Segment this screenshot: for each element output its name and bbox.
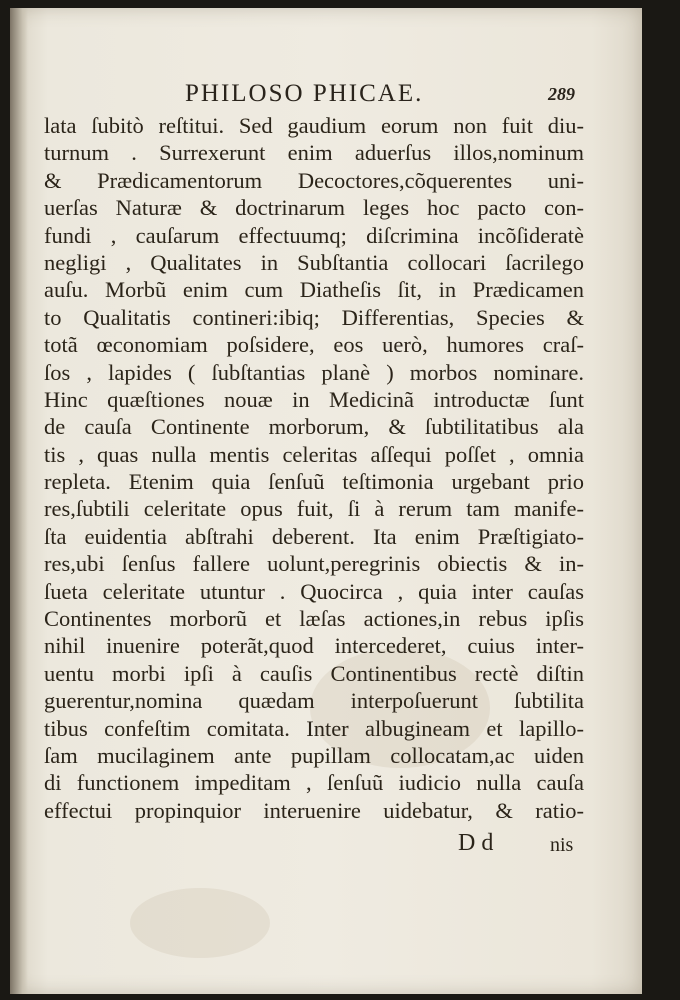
text-line: res,ubi ſenſus fallere uolunt,peregrinis obiectis & in- xyxy=(44,551,584,577)
text-line: res,ſubtili celeritate opus fuit, ſi à rerum tam manife- xyxy=(44,496,584,522)
text-line: di functionem impeditam , ſenſuũ iudicio nulla cauſa xyxy=(44,770,584,796)
text-line: tibus confeſtim comitata. Inter albugineam et lapillo- xyxy=(44,715,584,741)
text-line: effectui propinquior interuenire uidebatur, & ratio- xyxy=(44,797,584,823)
text-line: ſam mucilaginem ante pupillam collocatam,ac uiden xyxy=(44,742,584,768)
text-line: de cauſa Continente morborum, & ſubtilitatibus ala xyxy=(44,414,584,440)
text-line: fundi , cauſarum effectuumq; diſcrimina incõſideratè xyxy=(44,222,584,248)
body-text xyxy=(44,112,584,824)
text-line: uerſas Naturæ & doctrinarum leges hoc pacto con- xyxy=(44,195,584,221)
signature-mark: D d xyxy=(458,830,494,856)
text-line: tis , quas nulla mentis celeritas aſſequi poſſet , omnia xyxy=(44,441,584,467)
text-line: guerentur,nomina quædam interpoſuerunt ſubtilita xyxy=(44,688,584,714)
text-line: turnum . Surrexerunt enim aduerſus illos,nominum xyxy=(44,140,584,166)
catchword: nis xyxy=(550,834,574,856)
text-line: negligi , Qualitates in Subſtantia collocari ſacrilego xyxy=(44,249,584,275)
page-header xyxy=(10,80,642,112)
text-line: Continentes morborũ et læſas actiones,in rebus ipſis xyxy=(44,606,584,632)
text-line: ſta euidentia abſtrahi deberent. Ita enim Præſtigiato- xyxy=(44,523,584,549)
text-line: uentu morbi ipſi à cauſis Continentibus rectè diſtin xyxy=(44,660,584,686)
running-head: PHILOSO PHICAE. xyxy=(185,80,424,107)
text-line: totã œconomiam poſsidere, eos uerò, humores craſ- xyxy=(44,332,584,358)
text-line: to Qualitatis contineri:ibiq; Differentias, Species & xyxy=(44,304,584,330)
text-line: auſu. Morbũ enim cum Diatheſis ſit, in Prædicamen xyxy=(44,277,584,303)
text-line: repleta. Etenim quia ſenſuũ teſtimonia urgebant prio xyxy=(44,469,584,495)
text-line: Hinc quæſtiones nouæ in Medicinã introductæ ſunt xyxy=(44,386,584,412)
text-line: & Prædicamentorum Decoctores,cõquerentes uni- xyxy=(44,167,584,193)
text-line: ſos , lapides ( ſubſtantias planè ) morbos nominare. xyxy=(44,359,584,385)
book-page xyxy=(10,8,642,994)
paper-stain xyxy=(130,888,270,958)
page-footer xyxy=(10,830,642,860)
text-line: lata ſubitò reſtitui. Sed gaudium eorum non fuit diu- xyxy=(44,113,584,138)
text-line: ſueta celeritate utuntur . Quocirca , quia inter cauſas xyxy=(44,578,584,604)
text-line: nihil inuenire poterãt,quod intercederet, cuius inter- xyxy=(44,633,584,659)
page-number: 289 xyxy=(548,84,575,104)
